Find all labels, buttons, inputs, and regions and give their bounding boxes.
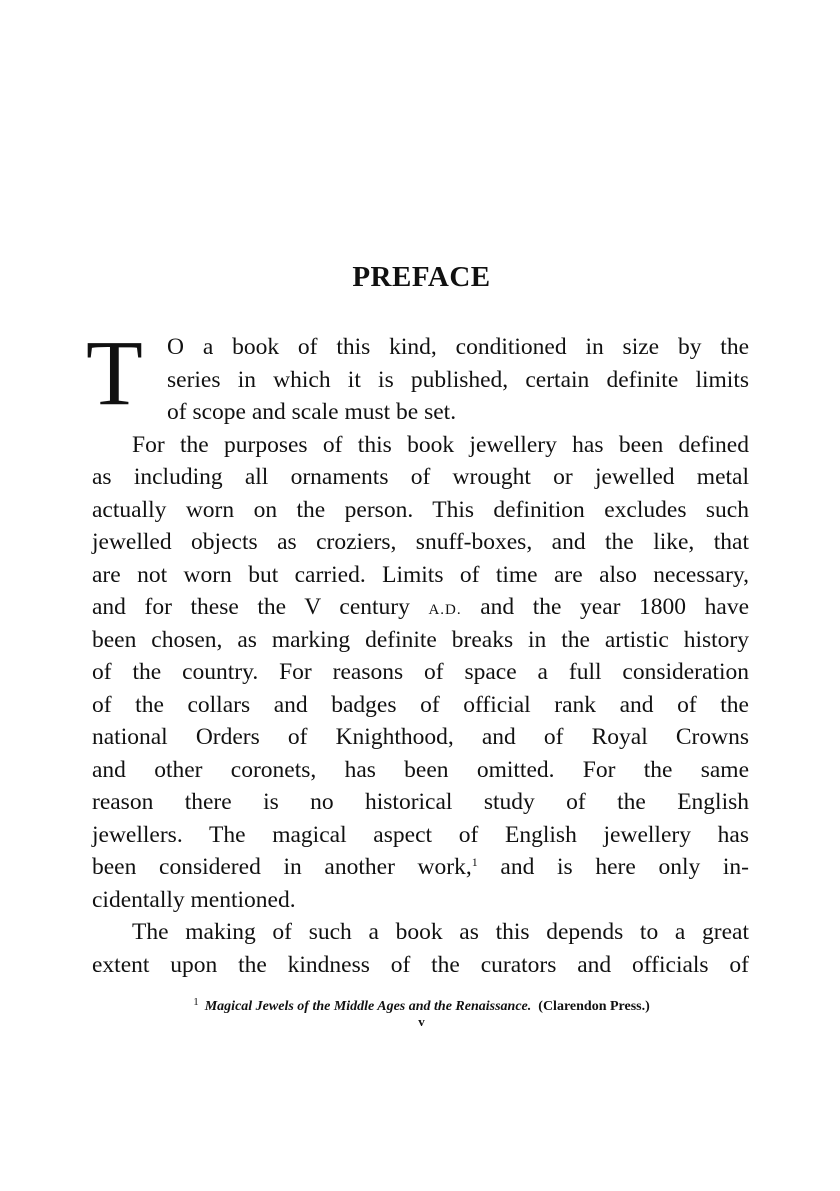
- text-line: of scope and scale must be set.: [167, 399, 457, 425]
- text-line: [92, 851, 749, 884]
- footnote-reference: 1: [471, 855, 478, 869]
- small-caps-text: A.D.: [428, 602, 462, 618]
- text-segment: and the year 1800 have: [480, 594, 750, 620]
- page-number: v: [418, 1014, 425, 1029]
- text-segment: and for these the V century: [92, 594, 410, 620]
- text-line: actually worn on the person. This definition excludes such: [92, 496, 749, 523]
- text-line: jewelled objects as croziers, snuff-boxes, and the like, that: [92, 529, 749, 555]
- text-line: [92, 591, 749, 624]
- text-segment: and is here only in-: [500, 854, 749, 880]
- text-segment: been considered in another work,: [92, 854, 472, 880]
- text-line: series in which it is published, certain definite limits: [167, 366, 749, 393]
- text-line: are not worn but carried. Limits of time are also necessary,: [92, 561, 749, 588]
- text-line: and other coronets, has been omitted. For the same: [92, 756, 749, 783]
- text-line: been chosen, as marking definite breaks in the artistic history: [92, 626, 749, 653]
- text-line: extent upon the kindness of the curators and officials of: [92, 951, 749, 978]
- footnote-publisher: (Clarendon Press.): [538, 999, 650, 1014]
- text-line: of the collars and badges of official rank and of the: [92, 691, 749, 718]
- text-line: The making of such a book as this depends to a great: [132, 919, 749, 945]
- text-line: O a book of this kind, conditioned in size by the: [167, 334, 749, 360]
- text-line: For the purposes of this book jewellery has been defined: [132, 431, 749, 458]
- footnote-mark: 1: [193, 996, 199, 1008]
- text-line: jewellers. The magical aspect of English jewellery has: [92, 821, 749, 848]
- drop-cap: T: [86, 322, 143, 425]
- text-line: as including all ornaments of wrought or jewelled metal: [92, 464, 749, 490]
- page-title: PREFACE: [352, 261, 491, 293]
- text-line: national Orders of Knighthood, and of Royal Crowns: [92, 724, 749, 750]
- footnote-title: Magical Jewels of the Middle Ages and the Renaissance.: [204, 999, 532, 1014]
- text-line: reason there is no historical study of the English: [92, 789, 749, 815]
- text-line: of the country. For reasons of space a full consideration: [92, 659, 749, 685]
- text-line: cidentally mentioned.: [92, 886, 296, 913]
- preface-text: [86, 322, 750, 981]
